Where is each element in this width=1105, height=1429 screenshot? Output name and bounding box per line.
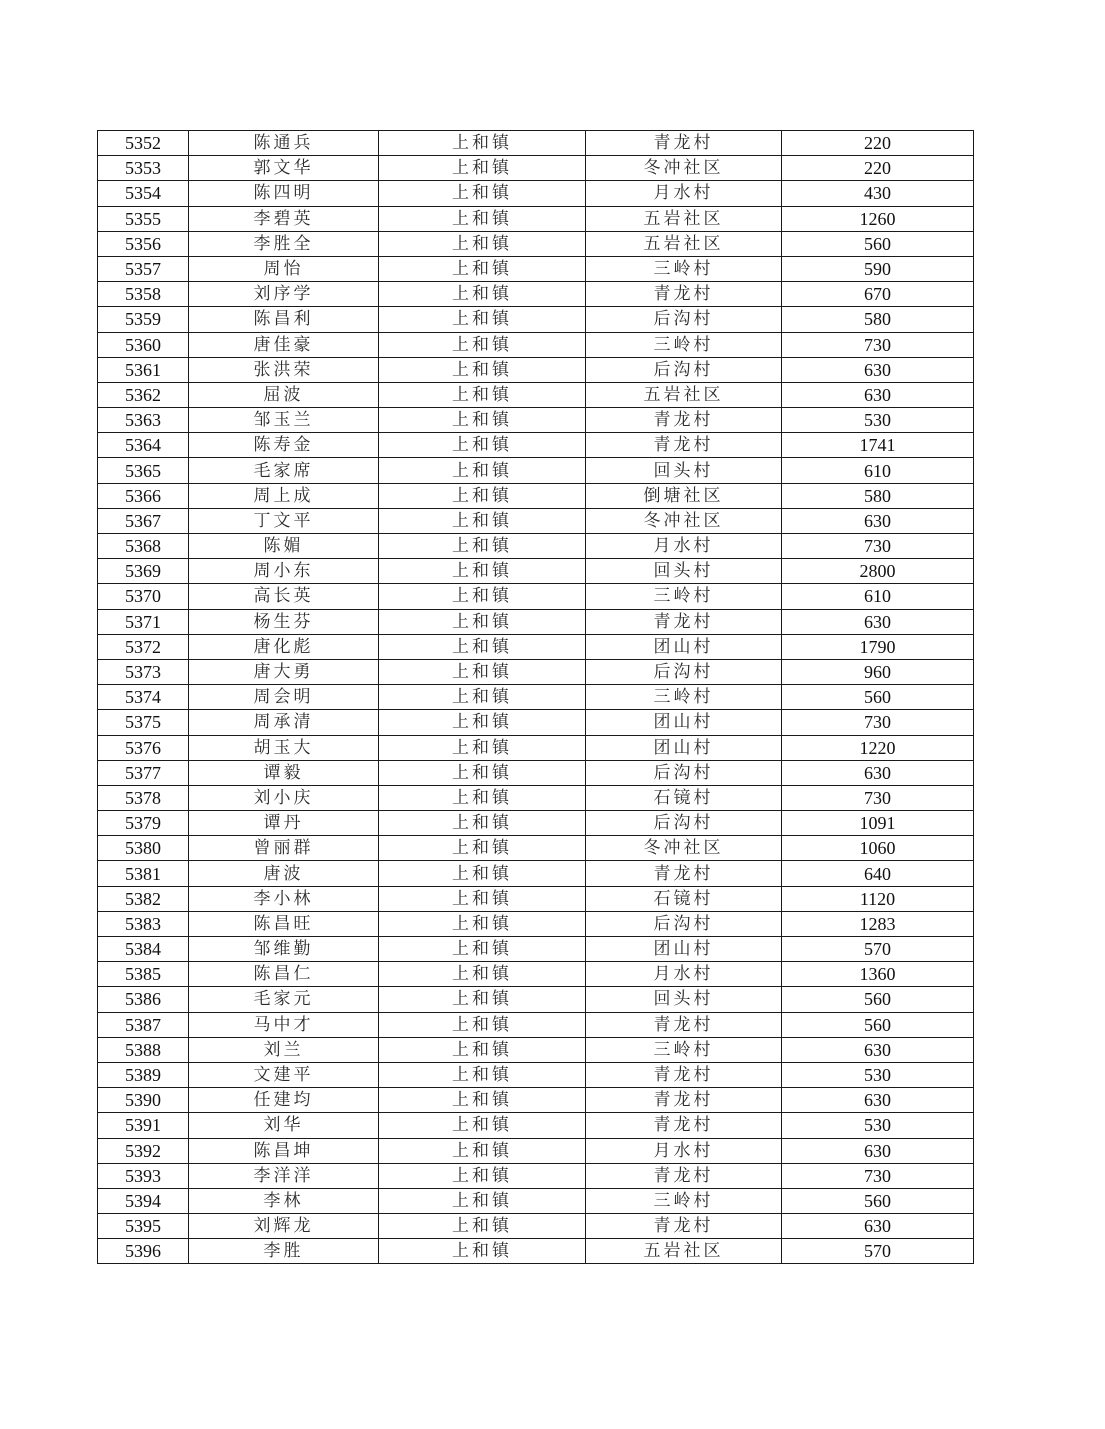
cell-amount: 530 — [782, 408, 974, 433]
cell-amount: 590 — [782, 256, 974, 281]
table-row — [98, 131, 974, 156]
table-row — [98, 634, 974, 659]
cell-amount: 610 — [782, 584, 974, 609]
cell-name: 邹维勤 — [189, 937, 379, 962]
cell-village: 青龙村 — [586, 1163, 782, 1188]
cell-name: 马中才 — [189, 1012, 379, 1037]
cell-serial-number: 5362 — [98, 382, 189, 407]
cell-amount: 730 — [782, 710, 974, 735]
table-row — [98, 1037, 974, 1062]
cell-town: 上和镇 — [379, 861, 586, 886]
table-row — [98, 735, 974, 760]
cell-name: 郭文华 — [189, 156, 379, 181]
cell-town: 上和镇 — [379, 1062, 586, 1087]
cell-name: 陈四明 — [189, 181, 379, 206]
cell-name: 刘辉龙 — [189, 1214, 379, 1239]
cell-town: 上和镇 — [379, 987, 586, 1012]
cell-name: 张洪荣 — [189, 357, 379, 382]
cell-serial-number: 5363 — [98, 408, 189, 433]
table-row — [98, 836, 974, 861]
cell-amount: 640 — [782, 861, 974, 886]
table-row — [98, 1088, 974, 1113]
cell-town: 上和镇 — [379, 458, 586, 483]
cell-town: 上和镇 — [379, 382, 586, 407]
cell-name: 刘小庆 — [189, 785, 379, 810]
cell-serial-number: 5375 — [98, 710, 189, 735]
cell-amount: 1790 — [782, 634, 974, 659]
cell-village: 月水村 — [586, 1138, 782, 1163]
table-row — [98, 357, 974, 382]
table-row — [98, 861, 974, 886]
cell-town: 上和镇 — [379, 659, 586, 684]
cell-serial-number: 5395 — [98, 1214, 189, 1239]
cell-village: 冬冲社区 — [586, 508, 782, 533]
cell-amount: 580 — [782, 483, 974, 508]
cell-name: 杨生芬 — [189, 609, 379, 634]
cell-serial-number: 5394 — [98, 1188, 189, 1213]
cell-amount: 570 — [782, 1239, 974, 1264]
table-row — [98, 1138, 974, 1163]
cell-serial-number: 5352 — [98, 131, 189, 156]
cell-amount: 1060 — [782, 836, 974, 861]
table-row — [98, 987, 974, 1012]
cell-town: 上和镇 — [379, 231, 586, 256]
table-row — [98, 1188, 974, 1213]
cell-village: 五岩社区 — [586, 231, 782, 256]
table-row — [98, 1113, 974, 1138]
table-row — [98, 710, 974, 735]
cell-name: 陈昌坤 — [189, 1138, 379, 1163]
table-row — [98, 382, 974, 407]
table-row — [98, 760, 974, 785]
cell-village: 后沟村 — [586, 357, 782, 382]
cell-village: 后沟村 — [586, 760, 782, 785]
cell-serial-number: 5376 — [98, 735, 189, 760]
cell-town: 上和镇 — [379, 1012, 586, 1037]
cell-town: 上和镇 — [379, 332, 586, 357]
cell-serial-number: 5370 — [98, 584, 189, 609]
cell-name: 唐佳豪 — [189, 332, 379, 357]
cell-amount: 1741 — [782, 433, 974, 458]
cell-town: 上和镇 — [379, 282, 586, 307]
cell-amount: 1091 — [782, 811, 974, 836]
cell-town: 上和镇 — [379, 559, 586, 584]
cell-serial-number: 5379 — [98, 811, 189, 836]
cell-town: 上和镇 — [379, 433, 586, 458]
cell-name: 陈昌利 — [189, 307, 379, 332]
cell-village: 后沟村 — [586, 659, 782, 684]
cell-name: 李林 — [189, 1188, 379, 1213]
cell-amount: 560 — [782, 1012, 974, 1037]
cell-name: 李胜 — [189, 1239, 379, 1264]
cell-amount: 220 — [782, 131, 974, 156]
cell-village: 五岩社区 — [586, 1239, 782, 1264]
cell-village: 石镜村 — [586, 886, 782, 911]
table-row — [98, 282, 974, 307]
cell-name: 周承清 — [189, 710, 379, 735]
cell-village: 月水村 — [586, 534, 782, 559]
cell-name: 周会明 — [189, 685, 379, 710]
cell-town: 上和镇 — [379, 1214, 586, 1239]
cell-amount: 730 — [782, 785, 974, 810]
cell-name: 任建均 — [189, 1088, 379, 1113]
cell-name: 唐波 — [189, 861, 379, 886]
cell-name: 曾丽群 — [189, 836, 379, 861]
table-row — [98, 659, 974, 684]
cell-name: 李碧英 — [189, 206, 379, 231]
table-row — [98, 785, 974, 810]
cell-village: 三岭村 — [586, 584, 782, 609]
cell-amount: 730 — [782, 1163, 974, 1188]
cell-serial-number: 5361 — [98, 357, 189, 382]
cell-village: 团山村 — [586, 937, 782, 962]
cell-village: 回头村 — [586, 987, 782, 1012]
table-row — [98, 1163, 974, 1188]
cell-amount: 960 — [782, 659, 974, 684]
cell-town: 上和镇 — [379, 735, 586, 760]
cell-serial-number: 5378 — [98, 785, 189, 810]
cell-town: 上和镇 — [379, 357, 586, 382]
cell-name: 陈通兵 — [189, 131, 379, 156]
cell-serial-number: 5386 — [98, 987, 189, 1012]
cell-name: 谭丹 — [189, 811, 379, 836]
cell-village: 团山村 — [586, 735, 782, 760]
cell-serial-number: 5393 — [98, 1163, 189, 1188]
cell-town: 上和镇 — [379, 256, 586, 281]
cell-name: 刘兰 — [189, 1037, 379, 1062]
cell-town: 上和镇 — [379, 937, 586, 962]
cell-name: 毛家元 — [189, 987, 379, 1012]
cell-village: 冬冲社区 — [586, 836, 782, 861]
cell-serial-number: 5359 — [98, 307, 189, 332]
cell-village: 月水村 — [586, 962, 782, 987]
cell-town: 上和镇 — [379, 785, 586, 810]
cell-name: 刘序学 — [189, 282, 379, 307]
table-row — [98, 559, 974, 584]
cell-town: 上和镇 — [379, 710, 586, 735]
cell-town: 上和镇 — [379, 609, 586, 634]
cell-serial-number: 5380 — [98, 836, 189, 861]
cell-amount: 560 — [782, 1188, 974, 1213]
cell-serial-number: 5358 — [98, 282, 189, 307]
cell-village: 回头村 — [586, 458, 782, 483]
cell-serial-number: 5390 — [98, 1088, 189, 1113]
cell-town: 上和镇 — [379, 886, 586, 911]
cell-town: 上和镇 — [379, 1037, 586, 1062]
cell-amount: 630 — [782, 1037, 974, 1062]
cell-serial-number: 5373 — [98, 659, 189, 684]
cell-serial-number: 5391 — [98, 1113, 189, 1138]
cell-amount: 610 — [782, 458, 974, 483]
cell-serial-number: 5377 — [98, 760, 189, 785]
cell-town: 上和镇 — [379, 1239, 586, 1264]
cell-town: 上和镇 — [379, 508, 586, 533]
cell-town: 上和镇 — [379, 685, 586, 710]
cell-serial-number: 5392 — [98, 1138, 189, 1163]
table-row — [98, 962, 974, 987]
table-row — [98, 937, 974, 962]
cell-serial-number: 5366 — [98, 483, 189, 508]
cell-name: 李小林 — [189, 886, 379, 911]
cell-name: 陈媚 — [189, 534, 379, 559]
cell-name: 毛家席 — [189, 458, 379, 483]
cell-serial-number: 5396 — [98, 1239, 189, 1264]
cell-serial-number: 5357 — [98, 256, 189, 281]
cell-amount: 560 — [782, 231, 974, 256]
cell-amount: 1120 — [782, 886, 974, 911]
cell-town: 上和镇 — [379, 1163, 586, 1188]
cell-town: 上和镇 — [379, 131, 586, 156]
cell-name: 李胜全 — [189, 231, 379, 256]
cell-town: 上和镇 — [379, 1088, 586, 1113]
cell-name: 陈昌旺 — [189, 911, 379, 936]
cell-amount: 560 — [782, 987, 974, 1012]
table-row — [98, 181, 974, 206]
cell-amount: 630 — [782, 760, 974, 785]
cell-town: 上和镇 — [379, 156, 586, 181]
cell-village: 月水村 — [586, 181, 782, 206]
cell-amount: 580 — [782, 307, 974, 332]
table-row — [98, 609, 974, 634]
cell-serial-number: 5365 — [98, 458, 189, 483]
cell-amount: 1283 — [782, 911, 974, 936]
cell-village: 青龙村 — [586, 1062, 782, 1087]
cell-town: 上和镇 — [379, 408, 586, 433]
cell-name: 丁文平 — [189, 508, 379, 533]
table-row — [98, 508, 974, 533]
cell-amount: 1260 — [782, 206, 974, 231]
cell-amount: 630 — [782, 508, 974, 533]
cell-serial-number: 5382 — [98, 886, 189, 911]
cell-village: 青龙村 — [586, 1012, 782, 1037]
cell-village: 五岩社区 — [586, 206, 782, 231]
table-row — [98, 458, 974, 483]
cell-serial-number: 5385 — [98, 962, 189, 987]
cell-town: 上和镇 — [379, 1138, 586, 1163]
cell-serial-number: 5367 — [98, 508, 189, 533]
table-row — [98, 1012, 974, 1037]
cell-serial-number: 5381 — [98, 861, 189, 886]
cell-name: 唐化彪 — [189, 634, 379, 659]
cell-town: 上和镇 — [379, 206, 586, 231]
cell-name: 刘华 — [189, 1113, 379, 1138]
cell-village: 石镜村 — [586, 785, 782, 810]
cell-name: 周怡 — [189, 256, 379, 281]
cell-serial-number: 5384 — [98, 937, 189, 962]
cell-village: 青龙村 — [586, 131, 782, 156]
cell-village: 青龙村 — [586, 609, 782, 634]
cell-village: 五岩社区 — [586, 382, 782, 407]
cell-amount: 220 — [782, 156, 974, 181]
cell-name: 文建平 — [189, 1062, 379, 1087]
cell-name: 陈昌仁 — [189, 962, 379, 987]
cell-village: 倒塘社区 — [586, 483, 782, 508]
cell-village: 团山村 — [586, 710, 782, 735]
table-row — [98, 811, 974, 836]
table-row — [98, 685, 974, 710]
table-row — [98, 156, 974, 181]
cell-name: 陈寿金 — [189, 433, 379, 458]
cell-village: 后沟村 — [586, 911, 782, 936]
cell-village: 青龙村 — [586, 433, 782, 458]
cell-serial-number: 5360 — [98, 332, 189, 357]
cell-name: 周小东 — [189, 559, 379, 584]
cell-name: 邹玉兰 — [189, 408, 379, 433]
cell-town: 上和镇 — [379, 836, 586, 861]
cell-amount: 630 — [782, 1088, 974, 1113]
table-row — [98, 256, 974, 281]
cell-village: 青龙村 — [586, 1088, 782, 1113]
cell-village: 三岭村 — [586, 1188, 782, 1213]
cell-name: 屈波 — [189, 382, 379, 407]
table-row — [98, 231, 974, 256]
table-row — [98, 483, 974, 508]
table-row — [98, 584, 974, 609]
cell-village: 青龙村 — [586, 1113, 782, 1138]
cell-town: 上和镇 — [379, 584, 586, 609]
cell-village: 三岭村 — [586, 332, 782, 357]
cell-serial-number: 5368 — [98, 534, 189, 559]
cell-amount: 530 — [782, 1113, 974, 1138]
cell-name: 李洋洋 — [189, 1163, 379, 1188]
cell-serial-number: 5372 — [98, 634, 189, 659]
cell-name: 高长英 — [189, 584, 379, 609]
cell-village: 后沟村 — [586, 811, 782, 836]
cell-amount: 670 — [782, 282, 974, 307]
cell-amount: 430 — [782, 181, 974, 206]
cell-serial-number: 5364 — [98, 433, 189, 458]
cell-name: 周上成 — [189, 483, 379, 508]
cell-amount: 1360 — [782, 962, 974, 987]
table-row — [98, 307, 974, 332]
cell-town: 上和镇 — [379, 962, 586, 987]
cell-serial-number: 5387 — [98, 1012, 189, 1037]
table-row — [98, 911, 974, 936]
cell-serial-number: 5356 — [98, 231, 189, 256]
roster-table-body — [98, 131, 974, 1264]
cell-name: 胡玉大 — [189, 735, 379, 760]
cell-village: 团山村 — [586, 634, 782, 659]
cell-amount: 730 — [782, 332, 974, 357]
roster-table — [97, 130, 974, 1264]
cell-village: 三岭村 — [586, 256, 782, 281]
table-row — [98, 332, 974, 357]
cell-town: 上和镇 — [379, 181, 586, 206]
cell-amount: 630 — [782, 609, 974, 634]
cell-town: 上和镇 — [379, 534, 586, 559]
cell-serial-number: 5371 — [98, 609, 189, 634]
cell-village: 青龙村 — [586, 282, 782, 307]
cell-amount: 630 — [782, 357, 974, 382]
cell-serial-number: 5389 — [98, 1062, 189, 1087]
table-row — [98, 433, 974, 458]
table-row — [98, 408, 974, 433]
cell-name: 谭毅 — [189, 760, 379, 785]
cell-town: 上和镇 — [379, 911, 586, 936]
cell-serial-number: 5374 — [98, 685, 189, 710]
cell-amount: 530 — [782, 1062, 974, 1087]
cell-village: 回头村 — [586, 559, 782, 584]
cell-name: 唐大勇 — [189, 659, 379, 684]
cell-village: 冬冲社区 — [586, 156, 782, 181]
cell-town: 上和镇 — [379, 811, 586, 836]
cell-amount: 560 — [782, 685, 974, 710]
cell-serial-number: 5354 — [98, 181, 189, 206]
cell-amount: 2800 — [782, 559, 974, 584]
cell-serial-number: 5388 — [98, 1037, 189, 1062]
cell-town: 上和镇 — [379, 634, 586, 659]
cell-amount: 630 — [782, 382, 974, 407]
table-row — [98, 206, 974, 231]
cell-town: 上和镇 — [379, 307, 586, 332]
cell-town: 上和镇 — [379, 1188, 586, 1213]
cell-village: 三岭村 — [586, 1037, 782, 1062]
table-row — [98, 534, 974, 559]
cell-serial-number: 5383 — [98, 911, 189, 936]
table-row — [98, 1214, 974, 1239]
cell-amount: 1220 — [782, 735, 974, 760]
cell-town: 上和镇 — [379, 760, 586, 785]
cell-town: 上和镇 — [379, 483, 586, 508]
cell-amount: 730 — [782, 534, 974, 559]
cell-town: 上和镇 — [379, 1113, 586, 1138]
cell-serial-number: 5355 — [98, 206, 189, 231]
cell-serial-number: 5369 — [98, 559, 189, 584]
cell-amount: 630 — [782, 1214, 974, 1239]
cell-village: 青龙村 — [586, 1214, 782, 1239]
cell-village: 后沟村 — [586, 307, 782, 332]
cell-amount: 570 — [782, 937, 974, 962]
cell-village: 青龙村 — [586, 861, 782, 886]
table-row — [98, 1062, 974, 1087]
table-row — [98, 1239, 974, 1264]
cell-serial-number: 5353 — [98, 156, 189, 181]
cell-village: 青龙村 — [586, 408, 782, 433]
cell-amount: 630 — [782, 1138, 974, 1163]
cell-village: 三岭村 — [586, 685, 782, 710]
table-row — [98, 886, 974, 911]
